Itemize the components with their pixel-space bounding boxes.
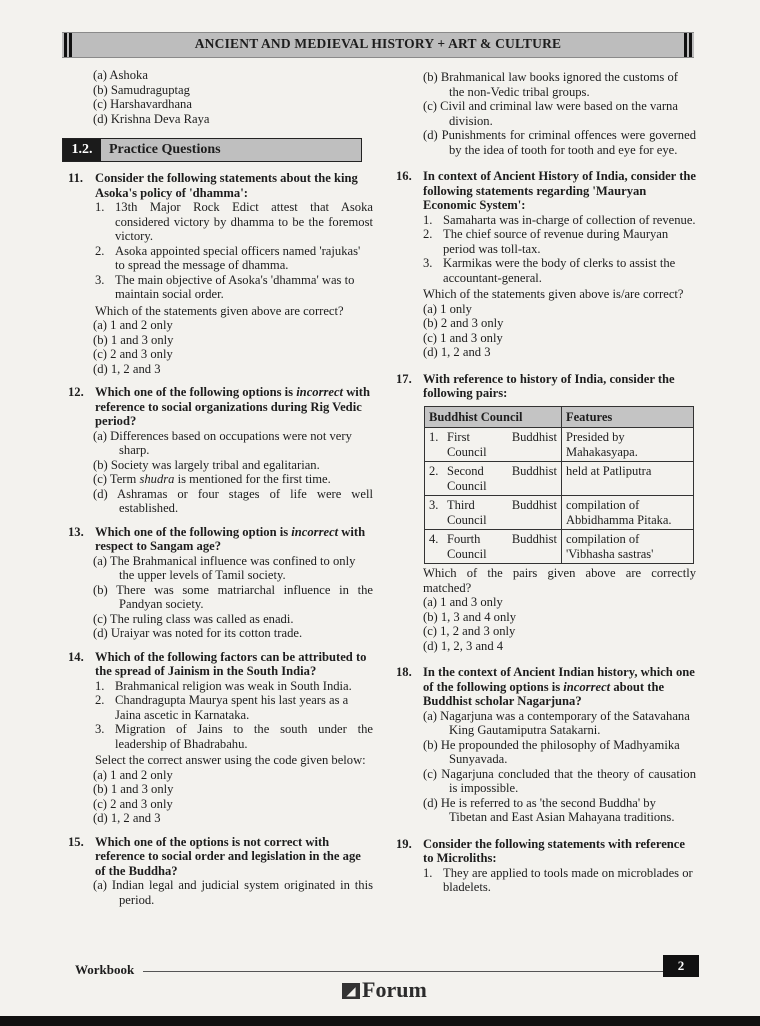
option: (b) There was some matriarchal influence in the Pandyan society. [93, 582, 373, 611]
question-prompt: Which of the statements given above is/are correct? [423, 287, 684, 301]
table-header: Buddhist Council [425, 406, 562, 428]
option: (a) 1 only [423, 301, 472, 316]
header-right-bars [684, 33, 692, 57]
option: (b) Brahmanical law books ignored the customs of the non-Vedic tribal groups. [423, 70, 678, 99]
option: (c) 1, 2 and 3 only [423, 624, 516, 638]
option: (a) Ashoka [93, 68, 148, 82]
option: (b) Society was largely tribal and egalitarian. [93, 457, 320, 472]
question-number: 11. [68, 171, 84, 185]
footer-divider [143, 971, 663, 972]
question-number: 18. [396, 665, 412, 679]
feature-cell: held at Patliputra [562, 462, 694, 496]
option: (c) 2 and 3 only [93, 347, 173, 361]
option: (d) Ashramas or four stages of life were well established. [93, 486, 373, 515]
footer-workbook-label: Workbook [75, 962, 135, 977]
question-text: Consider the following statements about the king Asoka's policy of 'dhamma': [95, 171, 358, 200]
statement: 2. Chandragupta Maurya spent his last years as a Jaina ascetic in Karnataka. [95, 693, 349, 722]
question-11 [68, 171, 373, 200]
statement: 2. Asoka appointed special officers named 'rajukas' to spread the message of dhamma. [95, 243, 361, 272]
statement: 3. Karmikas were the body of clerks to assist the accountant-general. [423, 256, 676, 285]
statement: 2. The chief source of revenue during Mauryan period was toll-tax. [423, 227, 669, 256]
page-number: 2 [663, 955, 699, 977]
statement: 1. They are applied to tools made on microblades or bladelets. [423, 865, 693, 894]
bottom-bar [0, 1016, 760, 1026]
right-column [396, 70, 696, 895]
option: (c) The ruling class was called as enadi. [93, 611, 294, 626]
table-row [425, 496, 694, 530]
table-header-row [425, 406, 694, 428]
feature-cell: Presided by Mahakasyapa. [562, 428, 694, 462]
brand-logo [342, 977, 427, 1003]
question-18: 18. In the context of Ancient Indian history, which one of the following options is incorrect about the Buddhist scholar Nagarjuna? [396, 665, 695, 708]
option: (c) 2 and 3 only [93, 796, 173, 811]
option: (c) Nagarjuna concluded that the theory of causation is impossible. [423, 766, 696, 795]
forum-logo-icon: ◢ [342, 983, 360, 999]
option: (a) 1 and 3 only [423, 595, 503, 609]
question-number: 17. [396, 371, 412, 386]
table-row [425, 462, 694, 496]
section-heading [62, 138, 362, 162]
question-number: 15. [68, 834, 84, 849]
left-column [68, 68, 373, 907]
feature-cell: compilation of Abbidhamma Pitaka. [562, 496, 694, 530]
option: (b) 1 and 3 only [93, 332, 174, 347]
page-header [62, 32, 694, 58]
statement: 1. 13th Major Rock Edict attest that Asoka considered victory by dhamma to be the foremost victory. [95, 200, 373, 243]
option: (a) Nagarjuna was a contemporary of the Satavahana King Gautamiputra Satakarni. [423, 708, 690, 737]
council-cell: 2. Second Buddhist Council [425, 462, 562, 496]
option: (c) Harshavardhana [93, 97, 192, 111]
question-15: 15. Which one of the options is not correct with reference to social order and legislation in the age of the Buddha? [68, 834, 361, 878]
question-13: 13. Which one of the following option is incorrect with respect to Sangam age? [68, 524, 366, 553]
council-cell: 3. Third Buddhist Council [425, 496, 562, 530]
option: (d) 1, 2 and 3 [93, 361, 161, 376]
option: (a) Indian legal and judicial system originated in this period. [93, 878, 373, 907]
question-17: 17. With reference to history of India, consider the following pairs: [396, 371, 675, 400]
option: (a) The Brahmanical influence was confined to only the upper levels of Tamil society. [93, 553, 356, 582]
option: (c) Civil and criminal law were based on the varna division. [423, 99, 678, 128]
header-title: ANCIENT AND MEDIEVAL HISTORY + ART & CULTURE [194, 36, 562, 51]
question-prompt: Select the correct answer using the code given below: [95, 753, 366, 767]
question-19: 19. Consider the following statements with reference to Microliths: [396, 836, 685, 865]
table-row [425, 530, 694, 564]
statement: 3. Migration of Jains to the south under the leadership of Bhadrabahu. [95, 722, 373, 751]
question-16: 16. In context of Ancient History of India, consider the following statements regarding 'Mauryan Economic System': [396, 169, 696, 212]
buddhist-council-table [424, 406, 694, 565]
question-number: 14. [68, 649, 84, 664]
table-header: Features [562, 406, 694, 428]
council-cell: 4. Fourth Buddhist Council [425, 530, 562, 564]
question-prompt: Which of the statements given above are correct? [95, 303, 344, 318]
option: (b) 1, 3 and 4 only [423, 609, 517, 624]
question-14: 14. Which of the following factors can be attributed to the spread of Jainism in the South India? [68, 649, 367, 678]
section-title: Practice Questions [109, 142, 221, 157]
option: (d) Punishments for criminal offences were governed by the idea of tooth for tooth and eye for eye. [423, 128, 696, 157]
question-prompt: Which of the pairs given above are correctly matched? [423, 566, 696, 595]
option: (a) Differences based on occupations were not very sharp. [93, 428, 352, 457]
table-row [425, 428, 694, 462]
option: (d) 1, 2, 3 and 4 [423, 638, 504, 653]
option: (a) 1 and 2 only [93, 318, 173, 332]
statement: 1. Samaharta was in-charge of collection of revenue. [423, 212, 696, 227]
option: (d) 1, 2 and 3 [423, 345, 491, 359]
question-number: 12. [68, 385, 84, 399]
question-number: 13. [68, 524, 84, 539]
brand-name: Forum [362, 977, 427, 1002]
option: (b) 2 and 3 only [423, 316, 504, 330]
option: (c) 1 and 3 only [423, 330, 503, 345]
question-12: 12. Which one of the following options is incorrect with reference to social organizations during Rig Vedic period? [68, 385, 371, 428]
option: (c) Term shudra is mentioned for the first time. [93, 472, 331, 486]
feature-cell: compilation of 'Vibhasha sastras' [562, 530, 694, 564]
option: (a) 1 and 2 only [93, 767, 173, 782]
option: (d) Krishna Deva Raya [93, 111, 210, 126]
question-number: 16. [396, 169, 412, 183]
statement: 1. Brahmanical religion was weak in South India. [95, 678, 352, 693]
section-number: 1.2. [63, 139, 101, 161]
option: (b) 1 and 3 only [93, 782, 174, 796]
option: (d) 1, 2 and 3 [93, 811, 161, 825]
statement: 3. The main objective of Asoka's 'dhamma' was to maintain social order. [95, 272, 355, 301]
option: (b) Samudraguptag [93, 82, 190, 97]
question-number: 19. [396, 836, 412, 851]
option: (d) Uraiyar was noted for its cotton trade. [93, 626, 303, 640]
option: (b) He propounded the philosophy of Madhyamika Sunyavada. [423, 737, 680, 766]
option: (d) He is referred to as 'the second Buddha' by Tibetan and East Asian Mahayana traditions. [423, 795, 675, 824]
council-cell: 1. First Buddhist Council [425, 428, 562, 462]
